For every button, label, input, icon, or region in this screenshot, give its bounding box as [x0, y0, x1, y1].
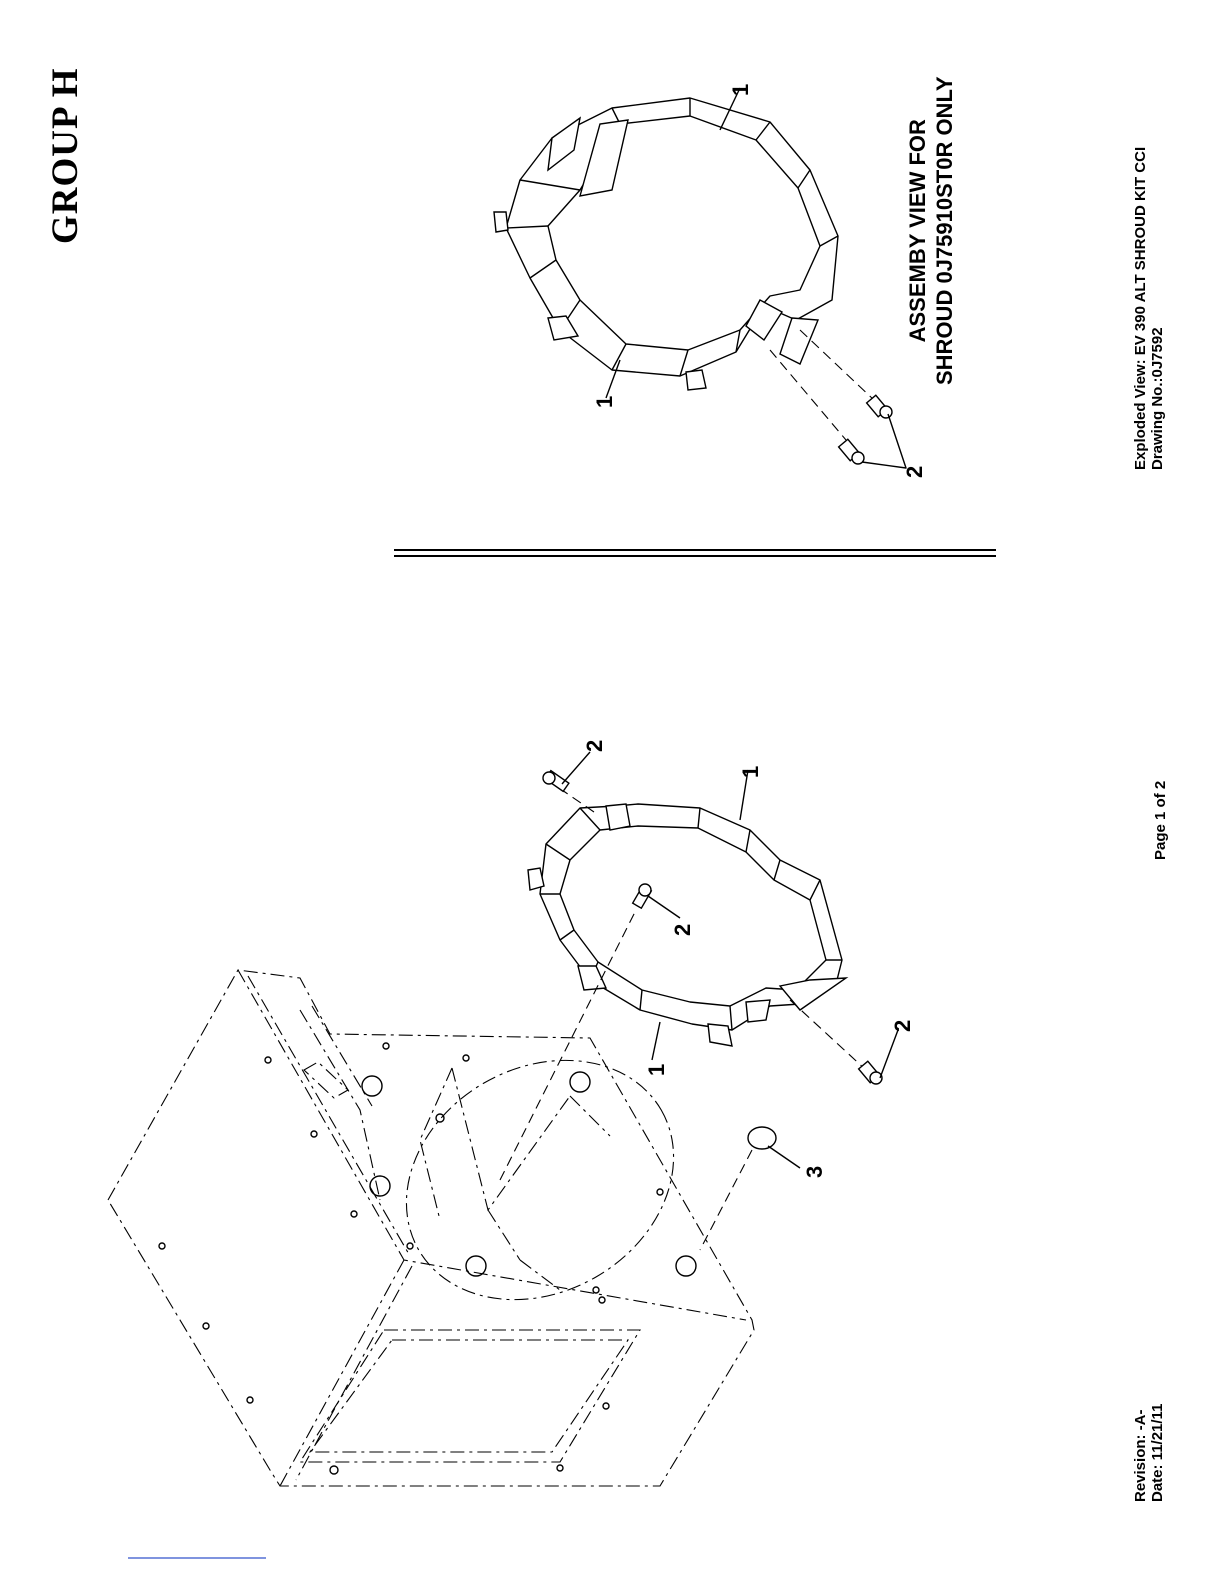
page-number: Page 1 of 2 — [1152, 780, 1169, 860]
callout-1-top-a: 1 — [728, 83, 753, 96]
callout-2-ring-c: 2 — [890, 1019, 915, 1032]
callout-1-ring-a: 1 — [738, 765, 763, 778]
alternator-housing — [108, 910, 827, 1486]
group-title: GROUP H — [45, 67, 86, 244]
bolt-ring-bottom — [790, 1000, 882, 1084]
callout-3: 3 — [802, 1165, 827, 1178]
drawing-number: Drawing No.:0J7592 — [1149, 327, 1166, 470]
assembled-shroud — [494, 84, 927, 478]
callout-2-top: 2 — [902, 465, 927, 478]
bolt-top-2 — [800, 330, 892, 418]
exploded-view-title: Exploded View: EV 390 ALT SHROUD KIT CCI — [1132, 146, 1149, 470]
caption-line-1: ASSEMBY VIEW FOR — [905, 119, 930, 343]
cap-plug — [748, 1127, 776, 1149]
callout-1-top-b: 1 — [592, 395, 617, 408]
revision-date: Date: 11/21/11 — [1149, 1403, 1166, 1502]
callout-1-ring-b: 1 — [644, 1063, 669, 1076]
callout-2-ring-a: 2 — [582, 739, 607, 752]
bolt-top-1 — [770, 350, 864, 464]
revision-label: Revision: -A- — [1132, 1409, 1149, 1502]
caption-line-2: SHROUD 0J75910ST0R ONLY — [932, 76, 957, 385]
section-separator — [394, 550, 996, 556]
exploded-shroud-ring — [528, 740, 915, 1084]
callout-2-ring-b: 2 — [670, 923, 695, 936]
